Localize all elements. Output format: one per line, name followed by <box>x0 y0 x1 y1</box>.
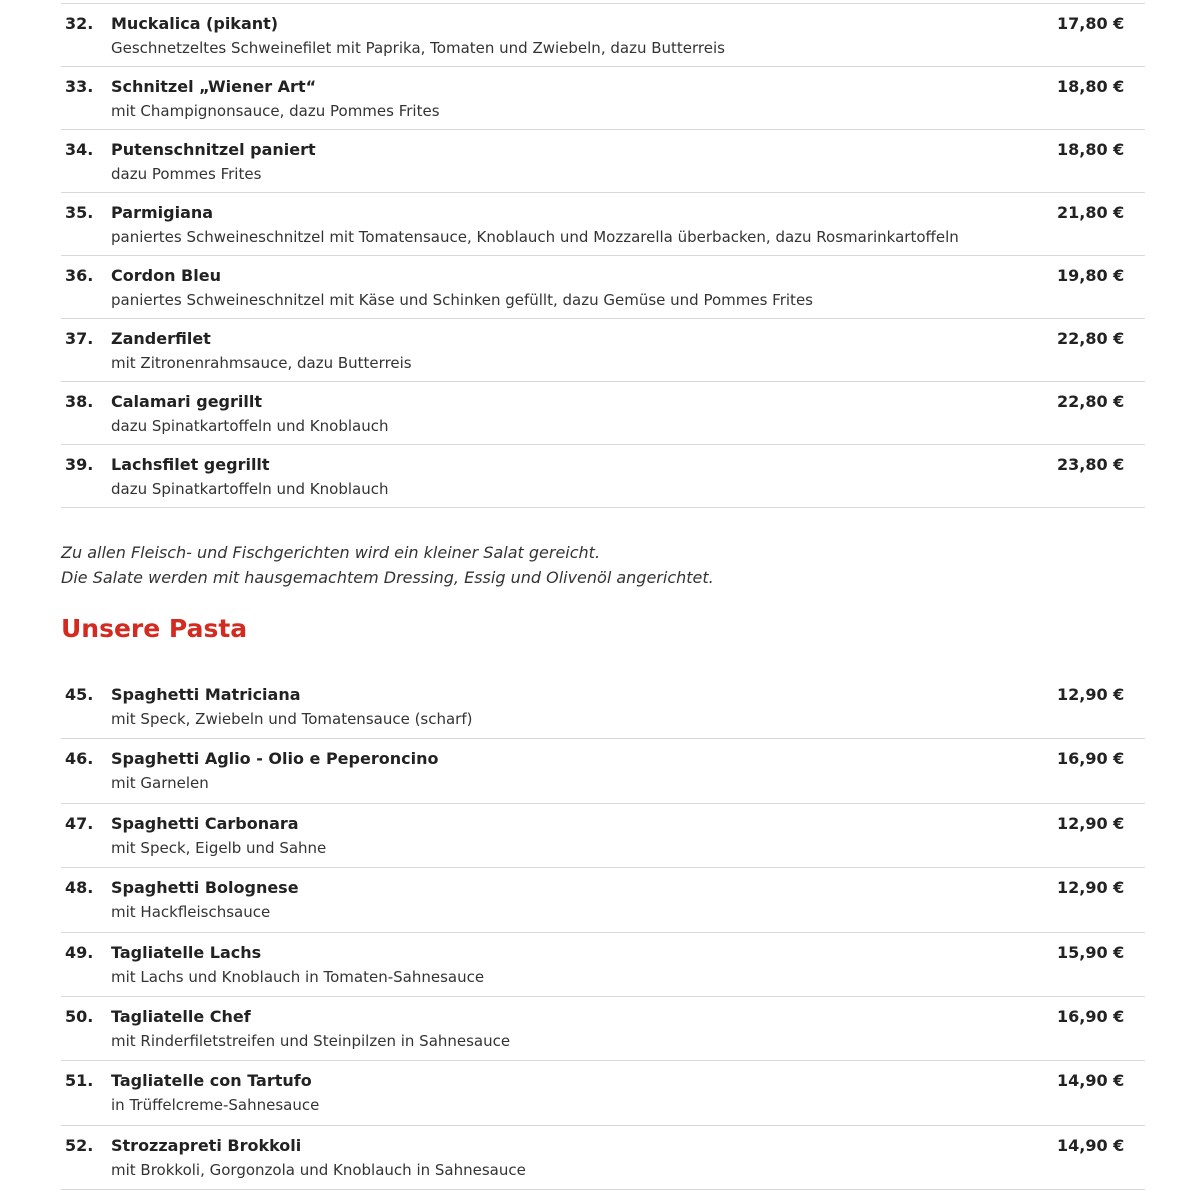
salad-note-line: Die Salate werden mit hausgemachtem Dressing, Essig und Olivenöl angerichtet. <box>61 568 714 587</box>
item-name: Spaghetti Bolognese <box>111 878 299 898</box>
menu-item <box>61 193 1145 256</box>
item-price: 21,80 € <box>1057 203 1125 222</box>
item-description: mit Garnelen <box>111 774 209 793</box>
menu-item <box>61 739 1145 803</box>
pasta-section <box>61 675 1145 1190</box>
item-price: 12,90 € <box>1057 878 1125 898</box>
item-description: mit Speck, Eigelb und Sahne <box>111 838 327 857</box>
item-description: mit Brokkoli, Gorgonzola und Knoblauch in Sahnesauce <box>111 1160 526 1179</box>
item-number: 36. <box>65 266 94 285</box>
meat-fish-section <box>61 3 1145 508</box>
item-number: 34. <box>65 140 94 159</box>
item-number: 50. <box>65 1006 94 1026</box>
item-number: 52. <box>65 1135 94 1155</box>
item-description: Geschnetzeltes Schweinefilet mit Paprika, Tomaten und Zwiebeln, dazu Butterreis <box>111 39 725 57</box>
item-number: 37. <box>65 329 94 348</box>
item-name: Putenschnitzel paniert <box>111 140 316 159</box>
item-name: Spaghetti Aglio - Olio e Peperoncino <box>111 749 439 769</box>
item-price: 19,80 € <box>1057 266 1125 285</box>
item-price: 16,90 € <box>1057 749 1125 769</box>
pasta-list <box>61 675 1145 1190</box>
item-number: 39. <box>65 455 94 474</box>
menu-item <box>61 1126 1145 1190</box>
item-number: 48. <box>65 878 94 898</box>
item-description: dazu Pommes Frites <box>111 165 262 183</box>
item-description: paniertes Schweineschnitzel mit Käse und Schinken gefüllt, dazu Gemüse und Pommes Frites <box>111 291 813 309</box>
menu-item <box>61 445 1145 508</box>
item-description: mit Speck, Zwiebeln und Tomatensauce (scharf) <box>111 710 473 728</box>
item-name: Spaghetti Matriciana <box>111 685 301 704</box>
item-description: mit Lachs und Knoblauch in Tomaten-Sahnesauce <box>111 967 485 986</box>
item-name: Tagliatelle Chef <box>111 1006 251 1026</box>
item-description: dazu Spinatkartoffeln und Knoblauch <box>111 480 389 498</box>
item-number: 35. <box>65 203 94 222</box>
item-name: Tagliatelle con Tartufo <box>111 1071 312 1091</box>
item-price: 14,90 € <box>1057 1135 1125 1155</box>
item-name: Calamari gegrillt <box>111 392 262 411</box>
item-price: 17,80 € <box>1057 14 1125 33</box>
item-number: 46. <box>65 749 94 769</box>
menu-item <box>61 130 1145 193</box>
item-name: Schnitzel „Wiener Art“ <box>111 77 317 96</box>
menu-item <box>61 868 1145 932</box>
item-number: 32. <box>65 14 94 33</box>
item-price: 14,90 € <box>1057 1071 1125 1091</box>
item-number: 49. <box>65 942 94 962</box>
item-description: mit Champignonsauce, dazu Pommes Frites <box>111 102 440 120</box>
menu-item <box>61 256 1145 319</box>
item-description: paniertes Schweineschnitzel mit Tomatensauce, Knoblauch und Mozzarella überbacken, dazu Rosmarinkartoffeln <box>111 228 959 246</box>
menu-item <box>61 67 1145 130</box>
item-description: in Trüffelcreme-Sahnesauce <box>111 1096 320 1115</box>
item-name: Zanderfilet <box>111 329 211 348</box>
menu-item <box>61 4 1145 67</box>
item-number: 51. <box>65 1071 94 1091</box>
item-price: 22,80 € <box>1057 392 1125 411</box>
menu-item <box>61 319 1145 382</box>
menu-item <box>61 382 1145 445</box>
item-description: mit Zitronenrahmsauce, dazu Butterreis <box>111 354 412 372</box>
section-title-pasta: Unsere Pasta <box>61 614 248 643</box>
item-description: mit Rinderfiletstreifen und Steinpilzen in Sahnesauce <box>111 1031 511 1050</box>
item-name: Muckalica (pikant) <box>111 14 279 33</box>
item-price: 15,90 € <box>1057 942 1125 962</box>
menu-item <box>61 997 1145 1061</box>
item-price: 18,80 € <box>1057 140 1125 159</box>
salad-note <box>61 540 714 590</box>
item-name: Parmigiana <box>111 203 214 222</box>
menu-item <box>61 804 1145 868</box>
menu-item <box>61 675 1145 739</box>
item-number: 47. <box>65 813 94 833</box>
item-price: 16,90 € <box>1057 1006 1125 1026</box>
item-price: 22,80 € <box>1057 329 1125 348</box>
item-name: Cordon Bleu <box>111 266 221 285</box>
meat-fish-list <box>61 3 1145 508</box>
item-name: Strozzapreti Brokkoli <box>111 1135 302 1155</box>
item-name: Spaghetti Carbonara <box>111 813 299 833</box>
item-price: 18,80 € <box>1057 77 1125 96</box>
item-description: mit Hackfleischsauce <box>111 903 271 922</box>
item-price: 12,90 € <box>1057 685 1125 704</box>
item-number: 33. <box>65 77 94 96</box>
menu-item <box>61 1061 1145 1125</box>
item-name: Lachsfilet gegrillt <box>111 455 270 474</box>
item-price: 12,90 € <box>1057 813 1125 833</box>
item-description: dazu Spinatkartoffeln und Knoblauch <box>111 417 389 435</box>
item-number: 38. <box>65 392 94 411</box>
item-name: Tagliatelle Lachs <box>111 942 262 962</box>
menu-item <box>61 933 1145 997</box>
item-number: 45. <box>65 685 94 704</box>
item-price: 23,80 € <box>1057 455 1125 474</box>
salad-note-line: Zu allen Fleisch- und Fischgerichten wird ein kleiner Salat gereicht. <box>61 543 601 562</box>
